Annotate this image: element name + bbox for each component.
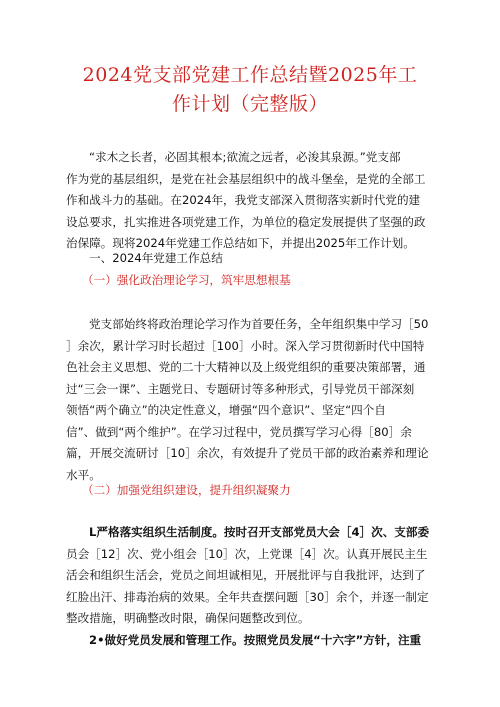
subsection-2-body (66, 522, 438, 651)
body-line: 红脸出汗、排毒治病的效果。全年共查摆问题［30］余个，并逐一制定 (66, 589, 429, 604)
intro-line: 作和战斗力的基础。在2024年，我党支部深入贯彻落实新时代党的建 (66, 193, 421, 207)
body-line: 领悟“两个确立”的决定性意义，增强“四个意识”、坚定“四个自 (66, 403, 386, 417)
subsection-1-body (66, 314, 438, 486)
subsection-2-heading: （二）加强党组织建设，提升组织凝聚力 (82, 483, 291, 497)
body-line: 篇，开展交流研讨［10］余次，有效提升了党员干部的政治素养和理论 (66, 446, 429, 460)
body-line: 水平。 (66, 467, 101, 482)
body-line: 2•做好党员发展和管理工作。按照党员发展“十六字”方针，注重 (89, 632, 422, 647)
body-line: 活会和组织生活会，党员之间坦诚相见，开展批评与自我批评，达到了 (66, 568, 426, 582)
body-line: 过“三会一课”、主题党日、专题研讨等多种形式，引导党员干部深刻 (66, 381, 415, 396)
body-line: 党支部始终将政治理论学习作为首要任务，全年组织集中学习［50 (89, 317, 429, 331)
intro-line: “求木之长者，必固其根本;欲流之远者，必浚其泉源。”党支部 (89, 150, 401, 164)
body-line: 员会［12］次、党小组会［10］次，上党课［4］次。认真开展民主生 (66, 546, 428, 561)
subsection-1-heading: （一）强化政治理论学习，筑牢思想根基 (82, 273, 291, 287)
section-1-heading: 一、2024年党建工作总结 (89, 251, 223, 265)
document-title-line-1: 2024党支部党建工作总结暨2025年工 (82, 64, 418, 86)
body-line: 色社会主义思想、党的二十大精神以及上级党组织的重要决策部署，通 (66, 360, 426, 374)
body-line: L严格落实组织生活制度。按时召开支部党员大会［4］次、支部委 (89, 525, 430, 539)
intro-line: 治保障。现将2024年党建工作总结如下，并提出2025年工作计划。 (66, 236, 415, 250)
document-title-line-2: 作计划（完整版） (171, 93, 328, 115)
body-line: ］余次，累计学习时长超过［100］小时。深入学习贯彻新时代中国特 (66, 338, 425, 353)
intro-paragraph (66, 147, 438, 255)
intro-line: 作为党的基层组织，是党在社会基层组织中的战斗堡垒，是党的全部工 (66, 171, 426, 186)
body-line: 整改措施，明确整改时限，确保问题整改到位。 (66, 611, 310, 625)
intro-line: 设总要求，扎实推进各项党建工作，为单位的稳定发展提供了坚强的政 (66, 214, 426, 229)
body-line: 信”、做到“两个维护”。在学习过程中，党员撰写学习心得［80］余 (66, 424, 412, 439)
